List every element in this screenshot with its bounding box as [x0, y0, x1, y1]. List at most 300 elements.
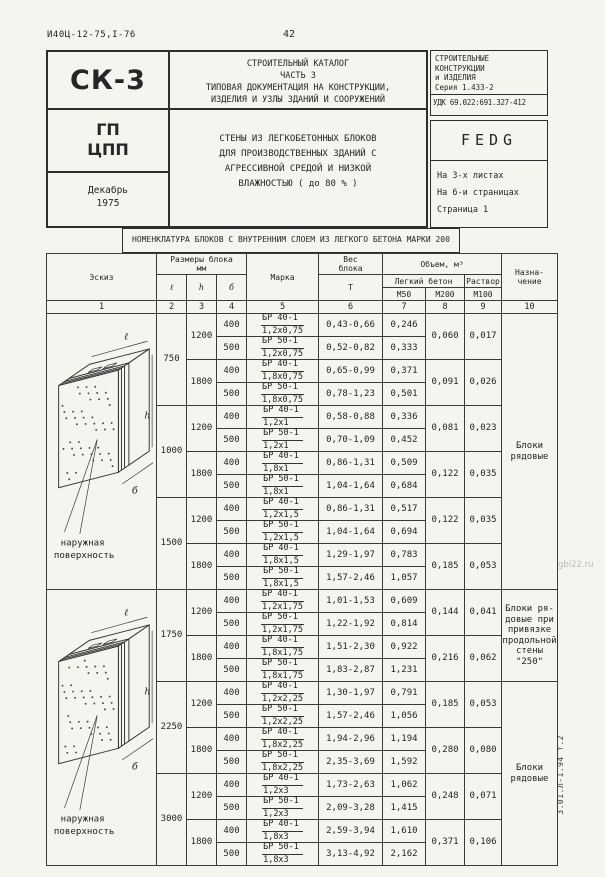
weight-cell: 3,13-4,92	[319, 843, 383, 866]
subject-line: АГРЕССИВНОЙ СРЕДОЙ И НИЗКОЙ	[224, 164, 372, 174]
mark-cell	[247, 406, 319, 429]
mark-size: 1,2х2,25	[262, 716, 303, 727]
mark-cell	[247, 705, 319, 728]
dim-l-cell: 1000	[157, 406, 187, 498]
publisher-line: ГП	[96, 120, 120, 139]
volume-m50-cell: 1,592	[383, 751, 426, 774]
block-sketch-cell	[47, 314, 157, 590]
mark-cell	[247, 820, 319, 843]
weight-cell: 1,57-2,46	[319, 567, 383, 590]
sketch-label: поверхность	[53, 550, 114, 561]
dim-b-cell: 400	[217, 406, 247, 429]
dim-b-cell: 400	[217, 544, 247, 567]
dim-h-cell: 1200	[187, 314, 217, 360]
mark-fraction	[261, 337, 304, 359]
mark-size: 1,8х1,75	[262, 647, 303, 658]
mark-fraction	[261, 590, 304, 612]
dim-h-cell: 1200	[187, 590, 217, 636]
weight-cell: 0,86-1,31	[319, 498, 383, 521]
volume-m50-cell: 0,783	[383, 544, 426, 567]
col-header-mark: Марка	[247, 254, 319, 301]
column-number: 3	[187, 301, 217, 314]
mark-fraction	[262, 797, 303, 819]
column-number: 8	[426, 301, 465, 314]
issue-date-line: Декабрь	[87, 185, 129, 196]
mortar-m100-cell: 0,017	[465, 314, 502, 360]
dim-b-cell: 400	[217, 590, 247, 613]
mark-cell	[247, 521, 319, 544]
volume-m50-cell: 0,371	[383, 360, 426, 383]
dim-h-cell: 1800	[187, 360, 217, 406]
mark-name: БР 40-1	[262, 544, 303, 556]
volume-m50-cell: 0,336	[383, 406, 426, 429]
spec-table	[46, 253, 558, 866]
dim-h-cell: 1800	[187, 728, 217, 774]
dims-label: Размеры блока	[170, 255, 233, 264]
weight-cell: 1,94-2,96	[319, 728, 383, 751]
mark-name: БР 40-1	[262, 820, 303, 832]
publisher-column	[48, 110, 170, 226]
dim-h-cell: 1200	[187, 406, 217, 452]
volume-m50-cell: 0,694	[383, 521, 426, 544]
mark-size: 1,2х2,25	[262, 693, 303, 704]
col-header-light-concrete: Легкий бетон	[383, 275, 465, 288]
doc-code: И40Ц-12-75,I-76	[47, 30, 136, 40]
mark-name: БР 50-1	[261, 705, 304, 717]
mark-name: БР 40-1	[261, 590, 304, 602]
org-line: и ИЗДЕЛИЯ	[435, 73, 476, 82]
dim-l-cell: 2250	[157, 682, 187, 774]
catalog-title-line: ЧАСТЬ 3	[280, 71, 316, 81]
publisher	[48, 110, 168, 173]
weight-label-line: блока	[338, 264, 363, 273]
subject-line: СТЕНЫ ИЗ ЛЕГКОБЕТОННЫХ БЛОКОВ	[219, 134, 377, 144]
col-header-m100: М100	[465, 288, 502, 301]
dim-l-cell: 1500	[157, 498, 187, 590]
mark-fraction	[262, 429, 303, 451]
mark-cell	[247, 383, 319, 406]
mark-name: БР 50-1	[262, 567, 303, 579]
catalog-title-line: ТИПОВАЯ ДОКУМЕНТАЦИЯ НА КОНСТРУКЦИИ,	[205, 83, 391, 93]
weight-cell: 2,09-3,28	[319, 797, 383, 820]
mark-cell	[247, 751, 319, 774]
sketch-label: поверхность	[53, 826, 114, 837]
org-line: КОНСТРУКЦИИ	[435, 63, 485, 73]
side-code: 3.01.Л-1.94 т.2	[556, 735, 565, 815]
volume-m200-cell: 0,144	[426, 590, 465, 636]
mark-fraction	[262, 843, 303, 865]
volume-m50-cell: 1,194	[383, 728, 426, 751]
weight-cell: 1,83-2,87	[319, 659, 383, 682]
mark-fraction	[261, 360, 304, 382]
weight-label-line: Вес	[343, 255, 358, 264]
dim-b-cell: 500	[217, 475, 247, 498]
mark-cell	[247, 843, 319, 866]
mortar-m100-cell: 0,062	[465, 636, 502, 682]
mark-name: БР 50-1	[262, 475, 303, 487]
volume-m200-cell: 0,185	[426, 544, 465, 590]
mark-name: БР 40-1	[262, 774, 303, 786]
mark-cell	[247, 452, 319, 475]
dim-b-cell: 500	[217, 337, 247, 360]
mark-size: 1,2х3	[263, 785, 289, 796]
dim-l-symbol: ℓ	[123, 330, 128, 342]
column-number: 1	[47, 301, 157, 314]
volume-m200-cell: 0,216	[426, 636, 465, 682]
dim-l-cell: 1750	[157, 590, 187, 682]
mortar-m100-cell: 0,041	[465, 590, 502, 636]
mortar-m100-cell: 0,053	[465, 682, 502, 728]
purpose-cell: Блоки рядовые	[502, 682, 558, 866]
mark-cell	[247, 567, 319, 590]
mark-cell	[247, 682, 319, 705]
volume-m200-cell: 0,185	[426, 682, 465, 728]
mark-size: 1,2х3	[263, 808, 289, 819]
mark-name: БР 40-1	[261, 636, 304, 648]
dim-b-cell: 400	[217, 498, 247, 521]
watermark: gbi22.ru	[558, 560, 594, 570]
volume-m50-cell: 0,814	[383, 613, 426, 636]
table-row	[47, 590, 558, 613]
dim-b-cell: 400	[217, 314, 247, 337]
sheets-line: Страница 1	[437, 205, 489, 215]
mark-size: 1,8х2,25	[262, 739, 303, 750]
org-box	[430, 50, 548, 116]
mark-name: БР 50-1	[262, 521, 303, 533]
mark-fraction	[261, 728, 304, 750]
weight-cell: 0,70-1,09	[319, 429, 383, 452]
dim-l-cell: 3000	[157, 774, 187, 866]
dim-h-cell: 1800	[187, 636, 217, 682]
mark-size: 1,8х1,75	[262, 670, 303, 681]
org-line: Серия 1.433-2	[435, 82, 494, 92]
dim-l-cell: 750	[157, 314, 187, 406]
volume-m50-cell: 0,501	[383, 383, 426, 406]
mortar-m100-cell: 0,071	[465, 774, 502, 820]
col-header-mortar: Раствор	[466, 276, 500, 286]
dim-b-symbol: б	[131, 761, 138, 773]
mark-name: БР 40-1	[262, 406, 303, 418]
dim-h-symbol: h	[143, 685, 151, 697]
mark-size: 1,8х1,5	[263, 578, 299, 589]
mark-name: БР 40-1	[261, 360, 304, 372]
mark-cell	[247, 314, 319, 337]
mark-name: БР 50-1	[262, 843, 303, 855]
dim-h-cell: 1800	[187, 544, 217, 590]
mark-size: 1,8х0,75	[262, 371, 303, 382]
mark-name: БР 50-1	[261, 383, 304, 395]
mark-fraction	[261, 636, 304, 658]
col-header-length: ℓ	[157, 275, 187, 301]
mark-cell	[247, 498, 319, 521]
mortar-m100-cell: 0,080	[465, 728, 502, 774]
volume-m200-cell: 0,081	[426, 406, 465, 452]
col-header-dimensions	[157, 254, 247, 275]
dim-b-cell: 500	[217, 797, 247, 820]
mark-size: 1,2х1,75	[262, 624, 303, 635]
col-header-purpose	[502, 254, 558, 301]
mark-cell	[247, 544, 319, 567]
mark-fraction	[262, 521, 303, 543]
dim-b-cell: 500	[217, 429, 247, 452]
volume-m200-cell: 0,248	[426, 774, 465, 820]
sheets-line: На 3-х листах	[437, 171, 504, 181]
mark-name: БР 40-1	[261, 314, 304, 326]
org-line: СТРОИТЕЛЬНЫЕ	[435, 54, 490, 63]
mark-cell	[247, 360, 319, 383]
mark-fraction	[261, 682, 304, 704]
mark-fraction	[261, 613, 304, 635]
mortar-m100-cell: 0,106	[465, 820, 502, 866]
mark-cell	[247, 728, 319, 751]
dim-b-cell: 400	[217, 820, 247, 843]
weight-cell: 1,22-1,92	[319, 613, 383, 636]
udk-code: УДК 69.022:691.327-412	[431, 94, 547, 107]
spec-table-body	[47, 301, 558, 866]
volume-m200-cell: 0,122	[426, 498, 465, 544]
catalog-title	[170, 52, 426, 108]
column-number: 5	[247, 301, 319, 314]
mark-cell	[247, 659, 319, 682]
mortar-m100-cell: 0,023	[465, 406, 502, 452]
sheets-line: На 6-и страницах	[437, 188, 519, 198]
dim-h-cell: 1200	[187, 774, 217, 820]
mortar-m100-cell: 0,035	[465, 498, 502, 544]
mark-fraction	[262, 567, 303, 589]
mark-fraction	[261, 659, 304, 681]
mark-size: 1,8х3	[263, 854, 289, 865]
column-number: 4	[217, 301, 247, 314]
mortar-m100-cell: 0,035	[465, 452, 502, 498]
weight-cell: 0,78-1,23	[319, 383, 383, 406]
catalog-code: СК-3	[48, 52, 170, 108]
mark-fraction	[261, 751, 304, 773]
block-sketch	[49, 597, 155, 863]
mark-fraction	[262, 452, 303, 474]
col-header-weight-unit: Т	[319, 275, 383, 301]
publisher-line: ЦПП	[87, 140, 129, 159]
volume-m200-cell: 0,122	[426, 452, 465, 498]
volume-m50-cell: 0,452	[383, 429, 426, 452]
dim-b-cell: 400	[217, 774, 247, 797]
volume-m50-cell: 0,333	[383, 337, 426, 360]
column-number: 9	[465, 301, 502, 314]
page-number: 42	[283, 29, 296, 40]
mark-size: 1,2х1,75	[262, 601, 303, 612]
org-lines	[431, 51, 547, 94]
catalog-title-line: ИЗДЕЛИЯ И УЗЛЫ ЗДАНИЙ И СООРУЖЕНИЙ	[211, 95, 385, 105]
dims-unit: мм	[196, 264, 207, 273]
table-header-row	[47, 254, 558, 275]
weight-cell: 0,43-0,66	[319, 314, 383, 337]
sketch-label: наружная	[60, 814, 105, 825]
dim-b-cell: 400	[217, 360, 247, 383]
mark-size: 1,2х1,5	[263, 509, 299, 520]
mark-name: БР 40-1	[262, 452, 303, 464]
header-row-subject	[48, 110, 426, 226]
weight-cell: 2,59-3,94	[319, 820, 383, 843]
volume-m50-cell: 0,922	[383, 636, 426, 659]
dim-b-cell: 500	[217, 613, 247, 636]
volume-m50-cell: 1,056	[383, 705, 426, 728]
col-header-thickness: б	[217, 275, 247, 301]
col-header-m50: М50	[383, 288, 426, 301]
weight-cell: 1,04-1,64	[319, 521, 383, 544]
col-header-sketch: Эскиз	[47, 254, 157, 301]
dim-b-cell: 500	[217, 751, 247, 774]
mortar-m100-cell: 0,053	[465, 544, 502, 590]
weight-cell: 1,57-2,46	[319, 705, 383, 728]
dim-b-cell: 400	[217, 728, 247, 751]
volume-m200-cell: 0,280	[426, 728, 465, 774]
col-header-height: h	[187, 275, 217, 301]
purpose-cell: Блоки рядовые	[502, 314, 558, 590]
purpose-label-line: Назна-	[515, 268, 544, 277]
sheets-box	[430, 160, 548, 228]
mark-fraction	[261, 705, 304, 727]
header-row-catalog	[48, 52, 426, 110]
mark-cell	[247, 613, 319, 636]
dim-b-cell: 400	[217, 452, 247, 475]
col-header-m200: М200	[426, 288, 465, 301]
subject-line: ДЛЯ ПРОИЗВОДСТВЕННЫХ ЗДАНИЙ С	[219, 149, 377, 159]
weight-cell: 0,86-1,31	[319, 452, 383, 475]
mark-cell	[247, 636, 319, 659]
dim-b-cell: 400	[217, 636, 247, 659]
weight-cell: 0,65-0,99	[319, 360, 383, 383]
weight-cell: 0,58-0,88	[319, 406, 383, 429]
purpose-label-line: чение	[517, 277, 542, 286]
mark-size: 1,2х1,5	[263, 532, 299, 543]
mark-fraction	[262, 774, 303, 796]
mark-fraction	[262, 544, 303, 566]
catalog-title-line: СТРОИТЕЛЬНЫЙ КАТАЛОГ	[246, 59, 350, 69]
volume-m50-cell: 1,062	[383, 774, 426, 797]
volume-m50-cell: 0,509	[383, 452, 426, 475]
dim-h-cell: 1200	[187, 682, 217, 728]
dim-b-cell: 500	[217, 567, 247, 590]
weight-cell: 1,04-1,64	[319, 475, 383, 498]
weight-cell: 1,30-1,97	[319, 682, 383, 705]
dim-h-cell: 1200	[187, 498, 217, 544]
mark-name: БР 50-1	[261, 751, 304, 763]
mark-name: БР 50-1	[261, 659, 304, 671]
volume-m200-cell: 0,060	[426, 314, 465, 360]
mark-size: 1,8х1	[263, 463, 289, 474]
mark-cell	[247, 774, 319, 797]
mark-size: 1,8х2,25	[262, 762, 303, 773]
mark-cell	[247, 797, 319, 820]
mark-fraction	[262, 406, 303, 428]
volume-m50-cell: 0,517	[383, 498, 426, 521]
weight-cell: 1,73-2,63	[319, 774, 383, 797]
dim-h-cell: 1800	[187, 820, 217, 866]
header-block	[46, 50, 428, 228]
block-sketch	[49, 321, 155, 587]
mark-cell	[247, 590, 319, 613]
table-row	[47, 314, 558, 337]
table-title: НОМЕНКЛАТУРА БЛОКОВ С ВНУТРЕННИМ СЛОЕМ ИЗ ЛЕГКОГО БЕТОНА МАРКИ 200	[122, 228, 460, 253]
volume-m50-cell: 2,162	[383, 843, 426, 866]
issue-date	[48, 173, 168, 226]
mark-fraction	[261, 314, 304, 336]
mark-fraction	[262, 475, 303, 497]
col-header-weight	[319, 254, 383, 275]
weight-cell: 0,52-0,82	[319, 337, 383, 360]
issue-date-line: 1975	[96, 198, 120, 209]
mark-name: БР 50-1	[262, 429, 303, 441]
document-subject	[170, 110, 426, 226]
dim-b-cell: 500	[217, 843, 247, 866]
mark-size: 1,8х3	[263, 831, 289, 842]
volume-m50-cell: 1,231	[383, 659, 426, 682]
dim-b-cell: 500	[217, 659, 247, 682]
volume-m200-cell: 0,371	[426, 820, 465, 866]
mark-fraction	[262, 820, 303, 842]
mark-size: 1,2х1	[263, 440, 289, 451]
purpose-cell: Блоки ря- довые при привязке продольной стены "250"	[502, 590, 558, 682]
stamp-box: FEDG	[430, 120, 548, 161]
mark-size: 1,2х0,75	[262, 348, 303, 359]
mark-size: 1,2х1	[263, 417, 289, 428]
volume-m50-cell: 0,684	[383, 475, 426, 498]
mark-cell	[247, 475, 319, 498]
mark-size: 1,8х0,75	[262, 394, 303, 405]
weight-cell: 1,01-1,53	[319, 590, 383, 613]
mark-cell	[247, 337, 319, 360]
mark-size: 1,8х1,5	[263, 555, 299, 566]
dim-h-symbol: h	[143, 409, 151, 421]
subject-line: ВЛАЖНОСТЬЮ ( до 80 % )	[238, 179, 358, 189]
dim-b-cell: 400	[217, 682, 247, 705]
volume-m50-cell: 0,246	[383, 314, 426, 337]
mark-name: БР 40-1	[261, 682, 304, 694]
mark-size: 1,8х1	[263, 486, 289, 497]
weight-cell: 1,51-2,30	[319, 636, 383, 659]
volume-m200-cell: 0,091	[426, 360, 465, 406]
column-numbers-row	[47, 301, 558, 314]
mark-cell	[247, 429, 319, 452]
mortar-m100-cell: 0,026	[465, 360, 502, 406]
mark-size: 1,2х0,75	[262, 325, 303, 336]
volume-m50-cell: 0,791	[383, 682, 426, 705]
column-number: 10	[502, 301, 558, 314]
block-sketch-cell	[47, 590, 157, 866]
weight-cell: 1,29-1,97	[319, 544, 383, 567]
column-number: 2	[157, 301, 187, 314]
mark-name: БР 40-1	[261, 728, 304, 740]
volume-m50-cell: 1,415	[383, 797, 426, 820]
dim-l-symbol: ℓ	[123, 606, 128, 618]
mark-name: БР 50-1	[262, 797, 303, 809]
mark-name: БР 40-1	[262, 498, 303, 510]
col-header-volume: Объем, м³	[383, 254, 502, 275]
column-number: 7	[383, 301, 426, 314]
sketch-label: наружная	[60, 538, 105, 549]
dim-b-cell: 500	[217, 521, 247, 544]
mark-name: БР 50-1	[261, 613, 304, 625]
dim-b-cell: 500	[217, 705, 247, 728]
dim-h-cell: 1800	[187, 452, 217, 498]
mark-name: БР 50-1	[261, 337, 304, 349]
mark-fraction	[261, 383, 304, 405]
volume-m50-cell: 1,610	[383, 820, 426, 843]
weight-cell: 2,35-3,69	[319, 751, 383, 774]
dim-b-cell: 500	[217, 383, 247, 406]
volume-m50-cell: 0,609	[383, 590, 426, 613]
volume-m50-cell: 1,057	[383, 567, 426, 590]
column-number: 6	[319, 301, 383, 314]
